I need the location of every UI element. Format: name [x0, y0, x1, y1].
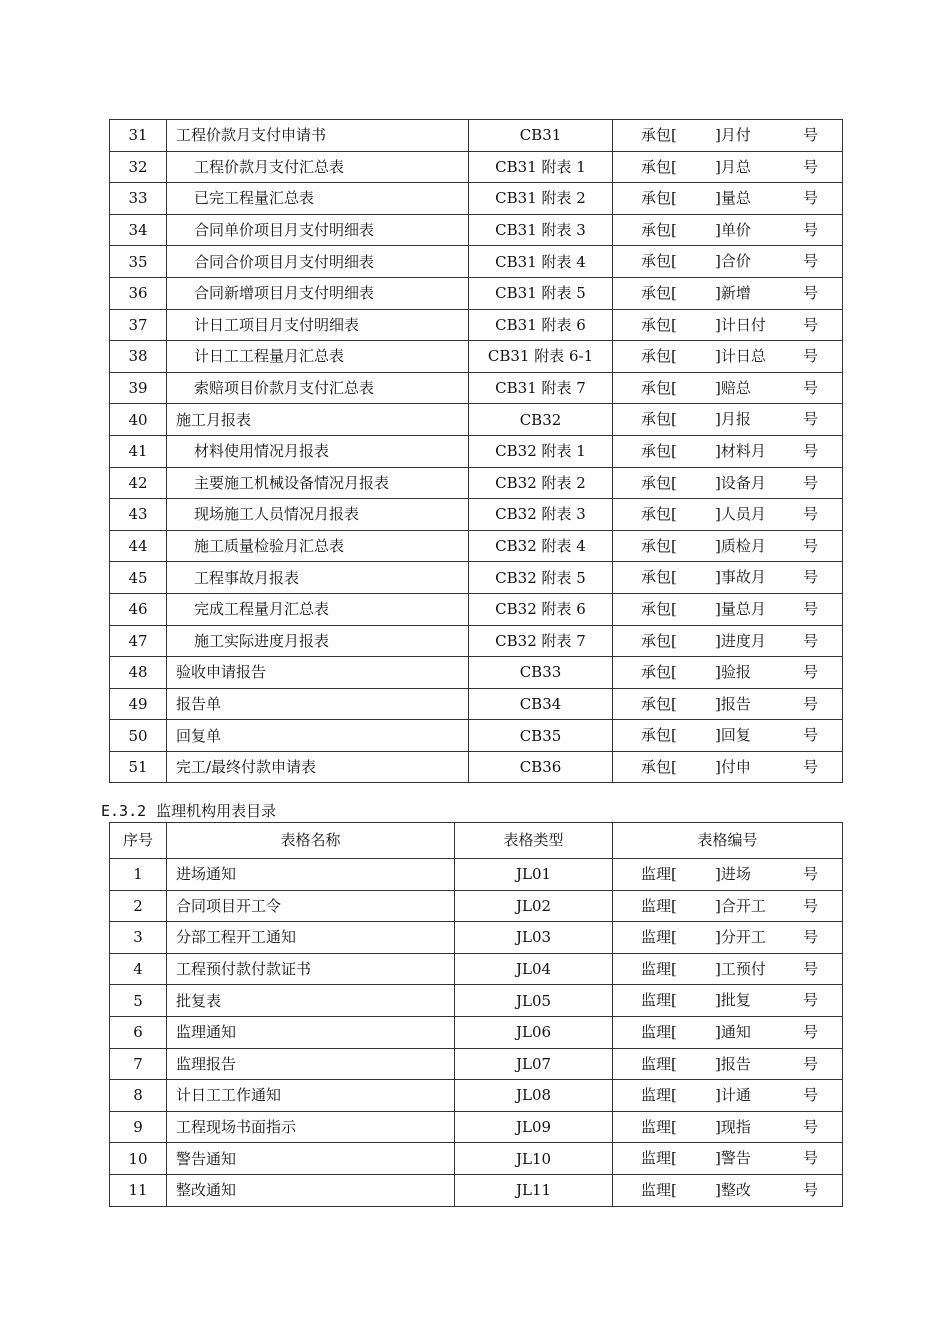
code-suffix: ]单价	[715, 220, 751, 239]
form-name: 计日工项目月支付明细表	[167, 309, 469, 341]
form-name: 合同单价项目月支付明细表	[167, 214, 469, 246]
code-prefix: 承包[	[641, 726, 677, 745]
code-number-label: 号	[803, 959, 819, 978]
row-number: 45	[110, 562, 167, 594]
row-number: 32	[110, 151, 167, 183]
table-row	[110, 688, 843, 720]
code-suffix: ]量总	[715, 189, 751, 208]
supervision-forms-table	[109, 822, 843, 1207]
form-type: CB32 附表 5	[469, 562, 613, 594]
form-name: 索赔项目价款月支付汇总表	[167, 372, 469, 404]
form-code	[613, 890, 843, 922]
row-number: 38	[110, 341, 167, 373]
code-number-label: 号	[803, 1086, 819, 1105]
table-row	[110, 120, 843, 152]
table-row	[110, 593, 843, 625]
contractor-forms-body	[110, 120, 843, 783]
row-number: 51	[110, 751, 167, 783]
code-suffix: ]通知	[715, 1022, 751, 1041]
form-code	[613, 562, 843, 594]
code-prefix: 承包[	[641, 252, 677, 271]
table-row	[110, 309, 843, 341]
form-name: 合同项目开工令	[167, 890, 455, 922]
form-name: 监理通知	[167, 1016, 455, 1048]
contractor-forms-table	[109, 119, 843, 783]
form-type: CB32 附表 7	[469, 625, 613, 657]
table-row	[110, 277, 843, 309]
row-number: 4	[110, 953, 167, 985]
row-number: 35	[110, 246, 167, 278]
code-suffix: ]工预付	[715, 959, 766, 978]
code-number-label: 号	[803, 631, 819, 650]
form-name: 工程价款月支付申请书	[167, 120, 469, 152]
form-name: 现场施工人员情况月报表	[167, 499, 469, 531]
form-type: JL02	[455, 890, 613, 922]
code-suffix: ]进度月	[715, 631, 766, 650]
form-type: JL06	[455, 1016, 613, 1048]
table-row	[110, 499, 843, 531]
code-suffix: ]月总	[715, 157, 751, 176]
code-prefix: 承包[	[641, 694, 677, 713]
code-number-label: 号	[803, 441, 819, 460]
table-row	[110, 372, 843, 404]
table-row	[110, 751, 843, 783]
form-type: CB31 附表 4	[469, 246, 613, 278]
code-suffix: ]回复	[715, 726, 751, 745]
form-code	[613, 183, 843, 215]
code-number-label: 号	[803, 410, 819, 429]
form-name: 进场通知	[167, 859, 455, 891]
form-code	[613, 1174, 843, 1206]
code-prefix: 承包[	[641, 441, 677, 460]
code-number-label: 号	[803, 896, 819, 915]
table-row	[110, 467, 843, 499]
table-row	[110, 530, 843, 562]
code-number-label: 号	[803, 473, 819, 492]
table-row	[110, 953, 843, 985]
code-prefix: 监理[	[641, 1022, 677, 1041]
row-number: 7	[110, 1048, 167, 1080]
code-suffix: ]警告	[715, 1149, 751, 1168]
section-title: 监理机构用表目录	[156, 802, 277, 820]
code-prefix: 承包[	[641, 599, 677, 618]
table-row	[110, 625, 843, 657]
form-code	[613, 435, 843, 467]
code-number-label: 号	[803, 991, 819, 1010]
code-number-label: 号	[803, 1054, 819, 1073]
code-suffix: ]质检月	[715, 536, 766, 555]
table-row	[110, 1111, 843, 1143]
code-suffix: ]月付	[715, 126, 751, 144]
form-name: 批复表	[167, 985, 455, 1017]
row-number: 44	[110, 530, 167, 562]
code-number-label: 号	[803, 157, 819, 176]
form-type: JL01	[455, 859, 613, 891]
code-suffix: ]付申	[715, 757, 751, 776]
code-suffix: ]新增	[715, 283, 751, 302]
table-row	[110, 922, 843, 954]
code-number-label: 号	[803, 757, 819, 776]
row-number: 39	[110, 372, 167, 404]
table-row	[110, 404, 843, 436]
code-suffix: ]报告	[715, 1054, 751, 1073]
code-number-label: 号	[803, 694, 819, 713]
code-prefix: 监理[	[641, 928, 677, 947]
code-number-label: 号	[803, 189, 819, 208]
row-number: 46	[110, 593, 167, 625]
code-number-label: 号	[803, 663, 819, 682]
header-name: 表格名称	[167, 823, 455, 859]
form-type: JL10	[455, 1143, 613, 1175]
code-number-label: 号	[803, 726, 819, 745]
row-number: 50	[110, 720, 167, 752]
table-row	[110, 859, 843, 891]
form-code	[613, 341, 843, 373]
header-type: 表格类型	[455, 823, 613, 859]
form-code	[613, 277, 843, 309]
row-number: 9	[110, 1111, 167, 1143]
table-row	[110, 985, 843, 1017]
code-prefix: 承包[	[641, 410, 677, 429]
code-prefix: 监理[	[641, 1054, 677, 1073]
code-suffix: ]验报	[715, 663, 751, 682]
form-name: 合同合价项目月支付明细表	[167, 246, 469, 278]
code-prefix: 监理[	[641, 959, 677, 978]
form-code	[613, 593, 843, 625]
row-number: 43	[110, 499, 167, 531]
form-code	[613, 1080, 843, 1112]
section-heading	[101, 800, 276, 821]
form-type: CB32 附表 3	[469, 499, 613, 531]
form-name: 施工质量检验月汇总表	[167, 530, 469, 562]
code-suffix: ]人员月	[715, 505, 766, 524]
form-code	[613, 922, 843, 954]
table-row	[110, 657, 843, 689]
table-row	[110, 246, 843, 278]
code-suffix: ]赔总	[715, 378, 751, 397]
row-number: 10	[110, 1143, 167, 1175]
row-number: 37	[110, 309, 167, 341]
form-type: JL03	[455, 922, 613, 954]
form-code	[613, 1111, 843, 1143]
form-code	[613, 151, 843, 183]
code-number-label: 号	[803, 220, 819, 239]
form-type: CB32	[469, 404, 613, 436]
row-number: 49	[110, 688, 167, 720]
form-code	[613, 1048, 843, 1080]
code-suffix: ]计通	[715, 1086, 751, 1105]
form-code	[613, 499, 843, 531]
code-prefix: 承包[	[641, 663, 677, 682]
code-suffix: ]分开工	[715, 928, 766, 947]
row-number: 6	[110, 1016, 167, 1048]
code-suffix: ]合价	[715, 252, 751, 271]
form-code	[613, 859, 843, 891]
form-name: 验收申请报告	[167, 657, 469, 689]
code-prefix: 承包[	[641, 631, 677, 650]
table-row	[110, 341, 843, 373]
form-type: CB31 附表 2	[469, 183, 613, 215]
form-name: 工程事故月报表	[167, 562, 469, 594]
form-code	[613, 1016, 843, 1048]
row-number: 1	[110, 859, 167, 891]
code-number-label: 号	[803, 928, 819, 947]
code-prefix: 承包[	[641, 347, 677, 366]
table-header-row	[110, 823, 843, 859]
row-number: 31	[110, 120, 167, 152]
form-code	[613, 309, 843, 341]
form-name: 主要施工机械设备情况月报表	[167, 467, 469, 499]
form-code	[613, 530, 843, 562]
form-name: 警告通知	[167, 1143, 455, 1175]
table-row	[110, 1048, 843, 1080]
header-no: 序号	[110, 823, 167, 859]
table-row	[110, 1174, 843, 1206]
form-name: 分部工程开工通知	[167, 922, 455, 954]
row-number: 3	[110, 922, 167, 954]
code-number-label: 号	[803, 347, 819, 366]
code-suffix: ]量总月	[715, 599, 766, 618]
row-number: 48	[110, 657, 167, 689]
form-type: CB35	[469, 720, 613, 752]
form-type: CB34	[469, 688, 613, 720]
form-name: 工程价款月支付汇总表	[167, 151, 469, 183]
form-name: 合同新增项目月支付明细表	[167, 277, 469, 309]
table-row	[110, 1080, 843, 1112]
form-name: 工程预付款付款证书	[167, 953, 455, 985]
form-type: CB32 附表 6	[469, 593, 613, 625]
code-prefix: 监理[	[641, 991, 677, 1010]
row-number: 33	[110, 183, 167, 215]
form-type: CB31 附表 6-1	[469, 341, 613, 373]
form-type: CB31 附表 1	[469, 151, 613, 183]
row-number: 41	[110, 435, 167, 467]
form-code	[613, 688, 843, 720]
code-prefix: 承包[	[641, 157, 677, 176]
form-code	[613, 953, 843, 985]
code-suffix: ]批复	[715, 991, 751, 1010]
form-type: CB32 附表 4	[469, 530, 613, 562]
table-row	[110, 1143, 843, 1175]
row-number: 34	[110, 214, 167, 246]
form-code	[613, 985, 843, 1017]
row-number: 40	[110, 404, 167, 436]
form-type: CB31 附表 5	[469, 277, 613, 309]
code-number-label: 号	[803, 536, 819, 555]
code-prefix: 承包[	[641, 189, 677, 208]
code-suffix: ]计日付	[715, 315, 766, 334]
code-number-label: 号	[803, 126, 819, 144]
form-name: 施工实际进度月报表	[167, 625, 469, 657]
form-code	[613, 1143, 843, 1175]
code-suffix: ]整改	[715, 1180, 751, 1199]
code-suffix: ]计日总	[715, 347, 766, 366]
section-number: E.3.2	[101, 802, 147, 820]
code-prefix: 监理[	[641, 865, 677, 883]
header-code: 表格编号	[613, 823, 843, 859]
form-type: JL09	[455, 1111, 613, 1143]
form-code	[613, 625, 843, 657]
form-code	[613, 120, 843, 152]
table-row	[110, 562, 843, 594]
form-type: JL04	[455, 953, 613, 985]
code-prefix: 监理[	[641, 1149, 677, 1168]
form-type: JL08	[455, 1080, 613, 1112]
code-prefix: 承包[	[641, 315, 677, 334]
form-name: 计日工工作通知	[167, 1080, 455, 1112]
code-suffix: ]报告	[715, 694, 751, 713]
code-number-label: 号	[803, 1022, 819, 1041]
form-name: 施工月报表	[167, 404, 469, 436]
table-row	[110, 151, 843, 183]
form-name: 报告单	[167, 688, 469, 720]
code-number-label: 号	[803, 378, 819, 397]
code-prefix: 承包[	[641, 568, 677, 587]
table-row	[110, 435, 843, 467]
code-suffix: ]合开工	[715, 896, 766, 915]
form-name: 完工/最终付款申请表	[167, 751, 469, 783]
row-number: 36	[110, 277, 167, 309]
code-prefix: 承包[	[641, 473, 677, 492]
code-prefix: 监理[	[641, 896, 677, 915]
row-number: 8	[110, 1080, 167, 1112]
code-number-label: 号	[803, 865, 819, 883]
form-code	[613, 467, 843, 499]
form-type: CB31 附表 3	[469, 214, 613, 246]
code-number-label: 号	[803, 599, 819, 618]
code-number-label: 号	[803, 1117, 819, 1136]
form-type: JL07	[455, 1048, 613, 1080]
row-number: 2	[110, 890, 167, 922]
code-prefix: 监理[	[641, 1086, 677, 1105]
form-name: 工程现场书面指示	[167, 1111, 455, 1143]
form-name: 已完工程量汇总表	[167, 183, 469, 215]
form-code	[613, 657, 843, 689]
table-row	[110, 890, 843, 922]
form-code	[613, 751, 843, 783]
form-code	[613, 372, 843, 404]
code-prefix: 承包[	[641, 220, 677, 239]
form-name: 回复单	[167, 720, 469, 752]
code-suffix: ]事故月	[715, 568, 766, 587]
code-number-label: 号	[803, 1149, 819, 1168]
form-type: CB36	[469, 751, 613, 783]
form-type: CB32 附表 1	[469, 435, 613, 467]
form-type: JL05	[455, 985, 613, 1017]
supervision-forms-body	[110, 823, 843, 1207]
table-row	[110, 720, 843, 752]
form-type: CB33	[469, 657, 613, 689]
form-type: CB31 附表 6	[469, 309, 613, 341]
code-prefix: 承包[	[641, 283, 677, 302]
code-prefix: 承包[	[641, 378, 677, 397]
table-row	[110, 183, 843, 215]
form-type: CB32 附表 2	[469, 467, 613, 499]
code-number-label: 号	[803, 252, 819, 271]
form-name: 计日工工程量月汇总表	[167, 341, 469, 373]
code-prefix: 承包[	[641, 505, 677, 524]
form-type: CB31	[469, 120, 613, 152]
row-number: 11	[110, 1174, 167, 1206]
form-type: CB31 附表 7	[469, 372, 613, 404]
form-name: 监理报告	[167, 1048, 455, 1080]
code-prefix: 承包[	[641, 126, 677, 144]
form-code	[613, 404, 843, 436]
form-code	[613, 720, 843, 752]
code-number-label: 号	[803, 568, 819, 587]
code-number-label: 号	[803, 505, 819, 524]
form-code	[613, 214, 843, 246]
code-prefix: 承包[	[641, 757, 677, 776]
row-number: 5	[110, 985, 167, 1017]
table-row	[110, 1016, 843, 1048]
code-prefix: 监理[	[641, 1117, 677, 1136]
form-code	[613, 246, 843, 278]
form-name: 整改通知	[167, 1174, 455, 1206]
code-suffix: ]进场	[715, 865, 751, 883]
form-name: 完成工程量月汇总表	[167, 593, 469, 625]
row-number: 42	[110, 467, 167, 499]
code-suffix: ]现指	[715, 1117, 751, 1136]
code-suffix: ]月报	[715, 410, 751, 429]
code-prefix: 承包[	[641, 536, 677, 555]
code-prefix: 监理[	[641, 1180, 677, 1199]
code-suffix: ]材料月	[715, 441, 766, 460]
row-number: 47	[110, 625, 167, 657]
code-number-label: 号	[803, 315, 819, 334]
table-row	[110, 214, 843, 246]
form-type: JL11	[455, 1174, 613, 1206]
code-number-label: 号	[803, 283, 819, 302]
code-number-label: 号	[803, 1180, 819, 1199]
form-name: 材料使用情况月报表	[167, 435, 469, 467]
code-suffix: ]设备月	[715, 473, 766, 492]
